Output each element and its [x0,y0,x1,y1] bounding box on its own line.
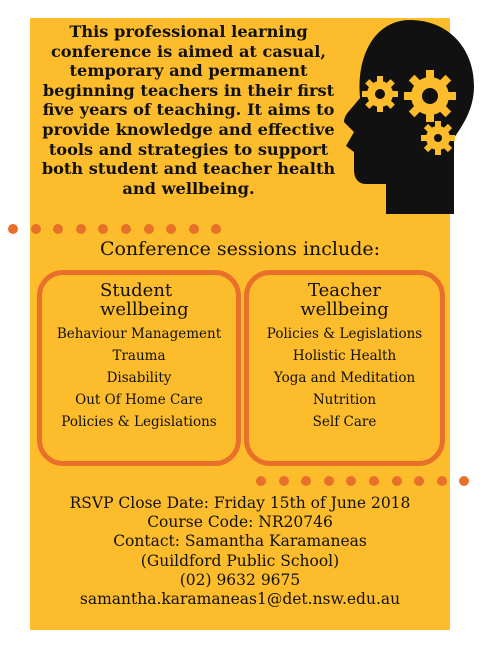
course-code: Course Code: NR20746 [147,513,333,532]
student-box-title: Student wellbeing [100,280,189,320]
list-item: Policies & Legislations [61,414,217,430]
teacher-box-title: Teacher wellbeing [300,280,389,320]
intro-text: This professional learning conference is aimed at casual, temporary and permanent beginning teachers in their first five years of teaching. It aims to provide knowledge and effective tools and strategies to support both student and teacher health and wellbeing. [41,22,336,198]
list-item: Disability [106,370,172,386]
list-item: Holistic Health [292,348,397,364]
student-session-list [42,323,236,433]
head-with-gears-icon [340,14,480,216]
dots-divider-bottom [256,476,480,486]
rsvp-date: RSVP Close Date: Friday 15th of June 2018 [69,494,411,512]
student-wellbeing-box [37,270,241,466]
list-item: Yoga and Meditation [273,370,416,386]
contact-footer [30,494,450,609]
contact-email: samantha.karamaneas1@det.nsw.edu.au [79,590,401,609]
contact-phone: (02) 9632 9675 [179,570,301,589]
list-item: Out Of Home Care [75,392,203,408]
teacher-session-list [249,323,440,433]
list-item: Trauma [112,348,166,364]
dots-divider-top [8,224,234,234]
list-item: Self Care [312,414,377,430]
teacher-wellbeing-box [244,270,445,466]
contact-name: Contact: Samantha Karamaneas [113,532,367,551]
contact-school: (Guildford Public School) [140,551,340,570]
sessions-heading: Conference sessions include: [99,238,381,260]
list-item: Nutrition [312,392,377,408]
list-item: Behaviour Management [56,326,222,342]
list-item: Policies & Legislations [266,326,423,342]
